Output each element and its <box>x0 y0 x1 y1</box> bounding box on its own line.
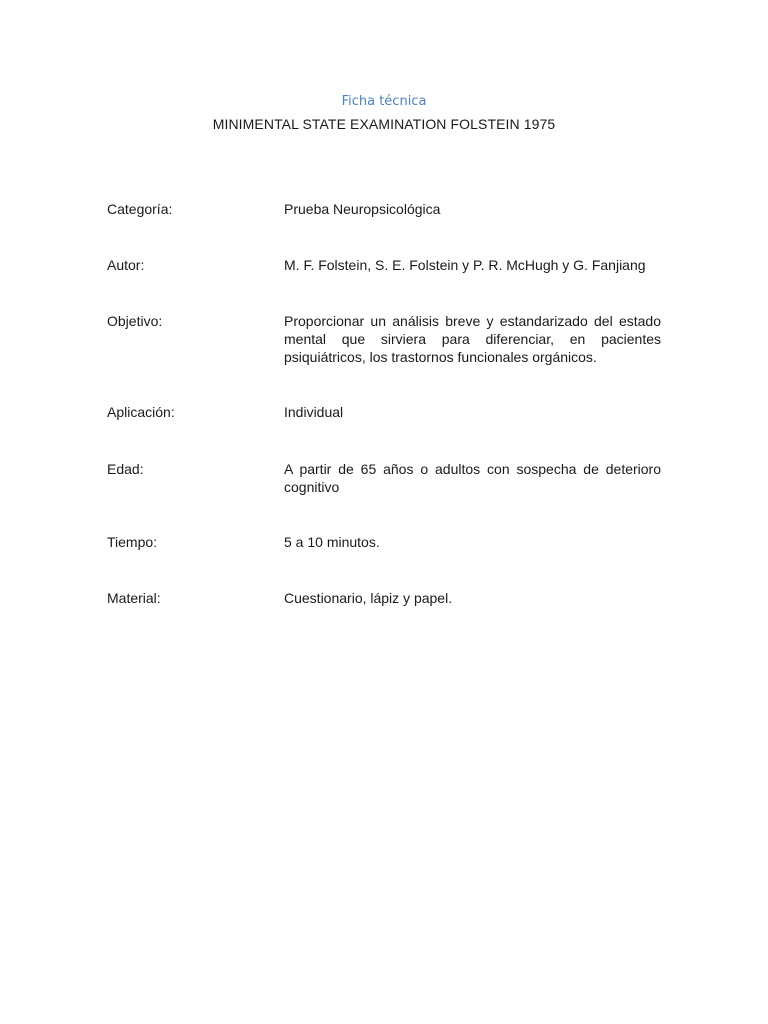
field-value: Prueba Neuropsicológica <box>284 201 441 217</box>
field-value: Individual <box>284 404 344 420</box>
field-value: A partir de 65 años o adultos con sospecha de deterioro cognitivo <box>284 461 661 495</box>
field-label: Aplicación: <box>107 404 175 420</box>
field-label: Objetivo: <box>107 313 163 329</box>
field-value: Proporcionar un análisis breve y estandarizado del estado mental que sirviera para diferenciar, en pacientes psiquiátricos, los trastornos funcionales orgánicos. <box>284 313 661 365</box>
field-value: 5 a 10 minutos. <box>284 534 380 550</box>
field-label: Categoría: <box>107 201 173 217</box>
field-label: Autor: <box>107 257 145 273</box>
field-label: Tiempo: <box>107 534 158 550</box>
field-label: Material: <box>107 590 161 606</box>
document-subtitle: Ficha técnica <box>341 94 427 109</box>
document-title: MINIMENTAL STATE EXAMINATION FOLSTEIN 1975 <box>212 116 556 132</box>
field-label: Edad: <box>107 461 144 477</box>
field-value: Cuestionario, lápiz y papel. <box>284 590 453 606</box>
field-value: M. F. Folstein, S. E. Folstein y P. R. McHugh y G. Fanjiang <box>284 257 646 273</box>
